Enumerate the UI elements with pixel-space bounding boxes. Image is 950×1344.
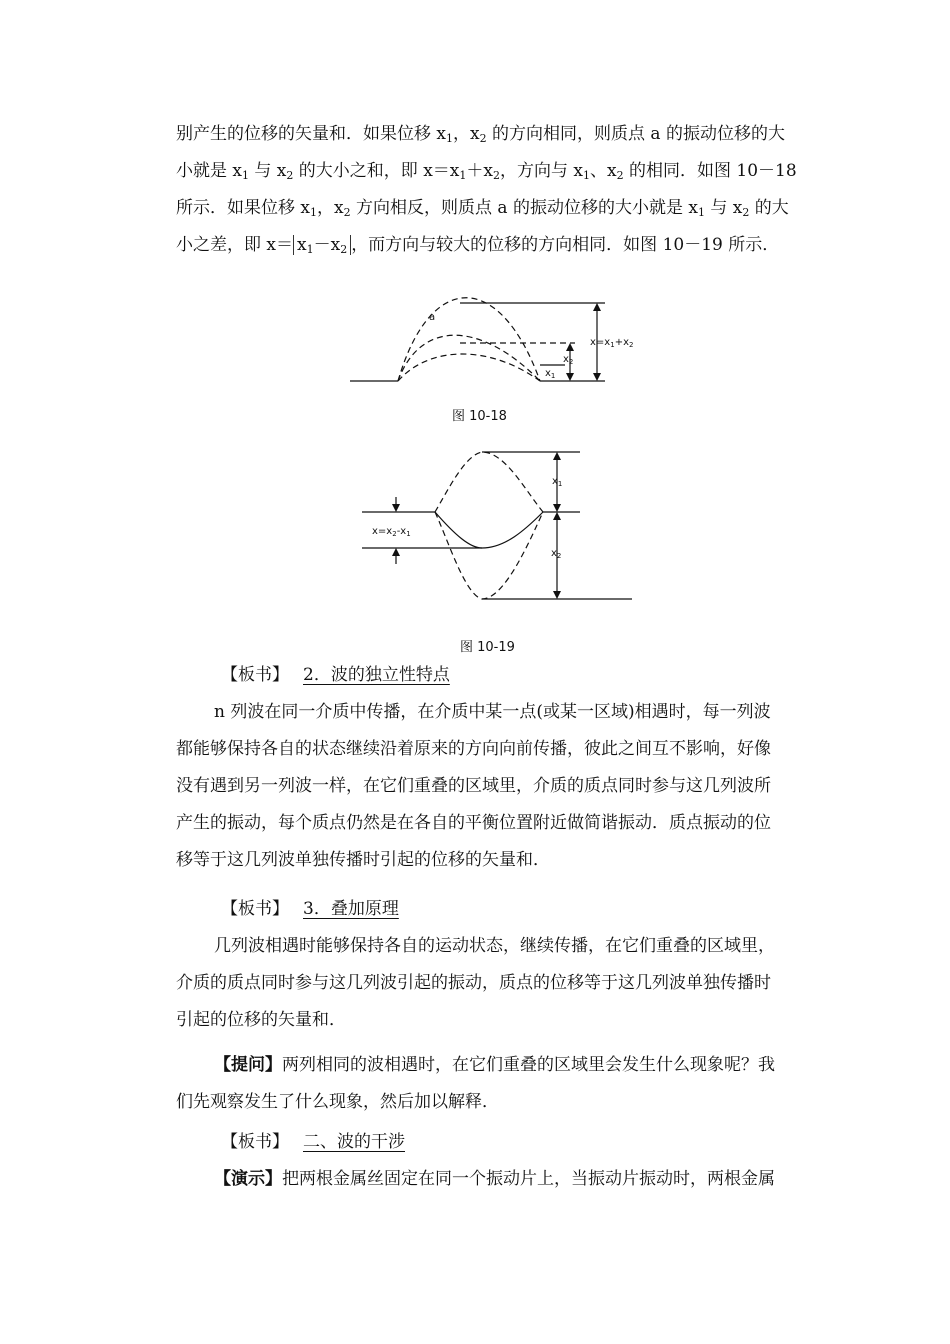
fig18-label-sum: $x=x_1+x_2$ — [590, 337, 634, 349]
arrow-up-icon — [392, 548, 400, 556]
body-line: 介质的质点同时参与这几列波引起的振动，质点的位移等于这几列波单独传播时 — [176, 973, 771, 993]
fig18-label-x1: $x_1$ — [545, 368, 556, 380]
body-line: 没有遇到另一列波一样，在它们重叠的区域里，介质的质点同时参与这几列波所 — [176, 776, 771, 796]
section-interference — [176, 1124, 776, 1198]
demo-line: 【演示】把两根金属丝固定在同一个振动片上，当振动片振动时，两根金属 — [214, 1169, 775, 1189]
body-line: n 列波在同一介质中传播，在介质中某一点(或某一区域)相遇时，每一列波 — [214, 702, 771, 722]
arrow-up-icon — [553, 512, 561, 520]
question-line: 们先观察发生了什么现象，然后加以解释． — [176, 1092, 499, 1112]
fig19-label-x1: $x_1$ — [552, 476, 563, 488]
arrow-down-icon — [553, 504, 561, 512]
intro-line-3: 所示．如果位移 $x_1$，$x_2$ 方向相反，则质点 a 的振动位移的大小就是 $x_1$ 与 $x_2$ 的大 — [176, 198, 789, 219]
intro-line-1: 别产生的位移的矢量和．如果位移 $x_1$，$x_2$ 的方向相同，则质点 a 的振动位移的大 — [176, 124, 785, 145]
section-wave-independence — [176, 657, 776, 879]
fig18-label-x2: $x_2$ — [563, 354, 574, 366]
fig19-resultant-wave — [435, 512, 543, 548]
fig19-wave-x1 — [435, 452, 543, 512]
arrow-down-icon — [392, 504, 400, 512]
body-line: 产生的振动，每个质点仍然是在各自的平衡位置附近做简谐振动．质点振动的位 — [176, 813, 771, 833]
fig19-caption: 图 10-19 — [460, 640, 515, 655]
fig19-label-diff: $x=x_2-x_1$ — [372, 526, 411, 538]
body-line: 移等于这几列波单独传播时引起的位移的矢量和． — [176, 850, 550, 870]
intro-line-4: 小之差，即 $x= x_1-x_2$ ，而方向与较大的位移的方向相同．如图 10－19 所示． — [176, 235, 780, 256]
body-line: 几列波相遇时能够保持各自的运动状态，继续传播，在它们重叠的区域里， — [214, 936, 775, 956]
body-line: 引起的位移的矢量和． — [176, 1010, 346, 1030]
fig18-caption: 图 10-18 — [452, 409, 507, 424]
arrow-up-icon — [553, 452, 561, 460]
arrow-down-icon — [553, 591, 561, 599]
section-heading: 【板书】 2．波的独立性特点 — [221, 665, 450, 685]
section-heading: 【板书】 二、波的干涉 — [221, 1132, 405, 1152]
question-line: 【提问】两列相同的波相遇时，在它们重叠的区域里会发生什么现象呢？我 — [214, 1055, 775, 1075]
intro-line-2: 小就是 $x_1$ 与 $x_2$ 的大小之和，即 $x=x_1+x_2$，方向与 $x_1$、$x_2$ 的相同．如图 10－18 — [176, 161, 797, 182]
fig18-label-a: a — [429, 312, 436, 323]
section-superposition — [176, 891, 776, 1039]
absolute-value: $x_1-x_2$ — [293, 235, 351, 255]
section-heading: 【板书】 3．叠加原理 — [221, 899, 399, 919]
fig19-label-x2: $x_2$ — [551, 548, 562, 560]
question-block — [176, 1047, 776, 1121]
fig19-wave-x2 — [435, 512, 543, 599]
body-line: 都能够保持各自的状态继续沿着原来的方向向前传播，彼此之间互不影响，好像 — [176, 739, 771, 759]
